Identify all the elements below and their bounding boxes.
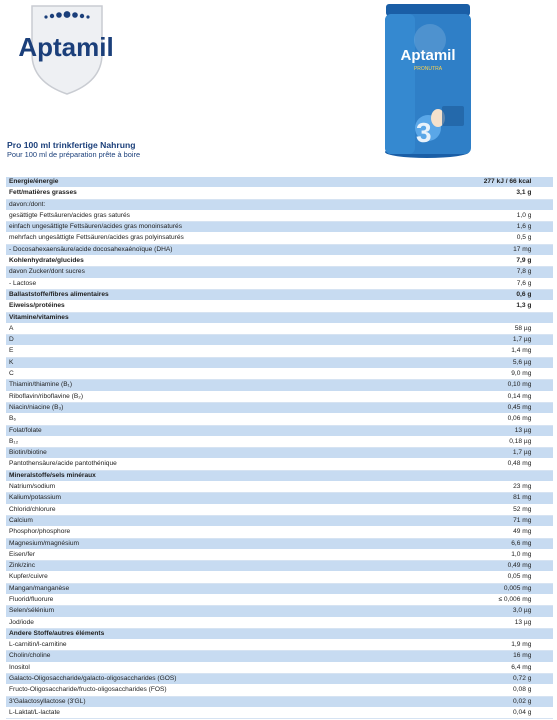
table-row	[6, 346, 553, 357]
table-row	[6, 470, 553, 481]
package-brand: Aptamil	[400, 47, 456, 64]
table-row	[6, 527, 553, 538]
row-spacer	[534, 448, 553, 459]
table-row	[6, 312, 553, 323]
table-row	[6, 561, 553, 572]
row-spacer	[534, 391, 553, 402]
nutrient-value: 0,6 g	[460, 289, 534, 300]
row-spacer	[534, 301, 553, 312]
nutrient-value: 3,1 g	[460, 188, 534, 199]
row-spacer	[534, 504, 553, 515]
nutrient-value: 49 mg	[460, 527, 534, 538]
nutrient-value: 81 mg	[460, 493, 534, 504]
nutrient-value: ≤ 0,006 mg	[460, 594, 534, 605]
nutrient-label: Calcium	[6, 515, 460, 526]
table-row	[6, 549, 553, 560]
nutrient-value	[460, 199, 534, 210]
nutrient-value: 13 µg	[460, 617, 534, 628]
nutrient-value	[460, 470, 534, 481]
nutrient-label: Riboflavin/riboflavine (B₂)	[6, 391, 460, 402]
row-spacer	[534, 549, 553, 560]
nutrient-value: 7,6 g	[460, 278, 534, 289]
row-spacer	[534, 696, 553, 707]
row-spacer	[534, 222, 553, 233]
nutrient-value: 16 mg	[460, 651, 534, 662]
nutrient-value: 277 kJ / 66 kcal	[460, 177, 534, 188]
package-subbrand: PRONUTRA	[413, 66, 443, 72]
table-row	[6, 572, 553, 583]
nutrient-label: Fructo-Oligosaccharide/fructo-oligosaccharides (FOS)	[6, 685, 460, 696]
row-spacer	[534, 640, 553, 651]
row-spacer	[534, 572, 553, 583]
nutrient-label: D	[6, 335, 460, 346]
nutrient-label: Zink/zinc	[6, 561, 460, 572]
row-spacer	[534, 289, 553, 300]
nutrient-label: Mineralstoffe/sels minéraux	[6, 470, 460, 481]
row-spacer	[534, 210, 553, 221]
nutrient-label: Mangan/manganèse	[6, 583, 460, 594]
nutrient-value: 0,06 mg	[460, 414, 534, 425]
nutrient-label: Fett/matières grasses	[6, 188, 460, 199]
nutrient-value: 9,0 mg	[460, 369, 534, 380]
nutrient-label: B₆	[6, 414, 460, 425]
nutrient-value: 0,08 g	[460, 685, 534, 696]
table-row	[6, 289, 553, 300]
row-spacer	[534, 369, 553, 380]
nutrient-label: davon Zucker/dont sucres	[6, 267, 460, 278]
nutrient-value	[460, 628, 534, 639]
row-spacer	[534, 177, 553, 188]
nutrient-value: 0,72 g	[460, 674, 534, 685]
nutrient-value: 6,4 mg	[460, 662, 534, 673]
heading-title: Pro 100 ml trinkfertige Nahrung	[7, 140, 136, 150]
nutrient-value: 1,7 µg	[460, 335, 534, 346]
nutrient-label: A	[6, 323, 460, 334]
table-row	[6, 380, 553, 391]
row-spacer	[534, 493, 553, 504]
table-row	[6, 256, 553, 267]
nutrient-label: Selen/sélénium	[6, 606, 460, 617]
table-row	[6, 594, 553, 605]
nutrient-value: 0,48 mg	[460, 459, 534, 470]
table-row	[6, 459, 553, 470]
row-spacer	[534, 199, 553, 210]
table-row	[6, 493, 553, 504]
nutrient-label: L-carnitin/l-carnitine	[6, 640, 460, 651]
table-row	[6, 391, 553, 402]
nutrient-label: Cholin/choline	[6, 651, 460, 662]
row-spacer	[534, 335, 553, 346]
table-row	[6, 674, 553, 685]
nutrient-value: 0,49 mg	[460, 561, 534, 572]
table-row	[6, 482, 553, 493]
table-row	[6, 448, 553, 459]
nutrient-label: Eiweiss/protéines	[6, 301, 460, 312]
row-spacer	[534, 278, 553, 289]
row-spacer	[534, 617, 553, 628]
row-spacer	[534, 459, 553, 470]
nutrient-label: - Lactose	[6, 278, 460, 289]
nutrient-label: Inositol	[6, 662, 460, 673]
nutrient-label: L-Laktat/L-lactate	[6, 707, 460, 718]
nutrient-label: E	[6, 346, 460, 357]
nutrient-value: 1,4 mg	[460, 346, 534, 357]
table-row	[6, 222, 553, 233]
nutrient-value	[460, 312, 534, 323]
nutrient-value: 0,04 g	[460, 707, 534, 718]
table-row	[6, 628, 553, 639]
nutrient-value: 71 mg	[460, 515, 534, 526]
row-spacer	[534, 515, 553, 526]
row-spacer	[534, 425, 553, 436]
nutrient-value: 0,45 mg	[460, 402, 534, 413]
nutrient-label: Energie/énergie	[6, 177, 460, 188]
nutrient-label: Fluorid/fluorure	[6, 594, 460, 605]
nutrient-value: 7,9 g	[460, 256, 534, 267]
nutrient-label: Vitamine/vitamines	[6, 312, 460, 323]
table-row	[6, 267, 553, 278]
table-row	[6, 301, 553, 312]
nutrient-label: Phosphor/phosphore	[6, 527, 460, 538]
row-spacer	[534, 244, 553, 255]
row-spacer	[534, 323, 553, 334]
table-row	[6, 278, 553, 289]
nutrient-value: 1,3 g	[460, 301, 534, 312]
nutrient-label: Natrium/sodium	[6, 482, 460, 493]
nutrient-label: Kohlenhydrate/glucides	[6, 256, 460, 267]
table-row	[6, 323, 553, 334]
table-row	[6, 662, 553, 673]
nutrient-value: 23 mg	[460, 482, 534, 493]
table-row	[6, 233, 553, 244]
row-spacer	[534, 357, 553, 368]
table-row	[6, 369, 553, 380]
row-spacer	[534, 233, 553, 244]
nutrient-label: C	[6, 369, 460, 380]
table-row	[6, 538, 553, 549]
nutrient-value: 0,18 µg	[460, 436, 534, 447]
nutrient-value: 3,0 µg	[460, 606, 534, 617]
row-spacer	[534, 674, 553, 685]
table-row	[6, 583, 553, 594]
nutrient-value: 0,05 mg	[460, 572, 534, 583]
table-row	[6, 210, 553, 221]
logo-wordmark: Aptamil	[18, 32, 114, 62]
table-row	[6, 177, 553, 188]
table-row	[6, 640, 553, 651]
table-row	[6, 425, 553, 436]
row-spacer	[534, 402, 553, 413]
table-row	[6, 199, 553, 210]
row-spacer	[534, 527, 553, 538]
package-number: 3	[416, 117, 432, 148]
nutrient-label: einfach ungesättigte Fettsäuren/acides gras monoinsaturés	[6, 222, 460, 233]
nutrition-table	[6, 177, 553, 719]
nutrient-value: 17 mg	[460, 244, 534, 255]
row-spacer	[534, 436, 553, 447]
row-spacer	[534, 685, 553, 696]
nutrient-label: mehrfach ungesättigte Fettsäuren/acides gras polyinsaturés	[6, 233, 460, 244]
nutrient-value: 1,7 µg	[460, 448, 534, 459]
nutrient-label: Folat/folate	[6, 425, 460, 436]
nutrient-label: Niacin/niacine (B₃)	[6, 402, 460, 413]
nutrient-label: gesättigte Fettsäuren/acides gras saturés	[6, 210, 460, 221]
nutrient-label: Chlorid/chlorure	[6, 504, 460, 515]
table-row	[6, 606, 553, 617]
row-spacer	[534, 538, 553, 549]
table-row	[6, 504, 553, 515]
nutrient-value: 13 µg	[460, 425, 534, 436]
row-spacer	[534, 561, 553, 572]
table-row	[6, 685, 553, 696]
nutrient-label: B₁₂	[6, 436, 460, 447]
product-package-image	[380, 0, 475, 160]
nutrient-value: 0,5 g	[460, 233, 534, 244]
heading-subtitle: Pour 100 ml de préparation prête à boire	[7, 150, 141, 159]
nutrient-value: 1,9 mg	[460, 640, 534, 651]
nutrient-value: 5,6 µg	[460, 357, 534, 368]
nutrient-label: Biotin/biotine	[6, 448, 460, 459]
table-row	[6, 696, 553, 707]
row-spacer	[534, 380, 553, 391]
nutrient-label: Kupfer/cuivre	[6, 572, 460, 583]
row-spacer	[534, 188, 553, 199]
row-spacer	[534, 256, 553, 267]
table-row	[6, 707, 553, 718]
nutrient-value: 7,8 g	[460, 267, 534, 278]
table-row	[6, 357, 553, 368]
nutrient-value: 1,0 mg	[460, 549, 534, 560]
table-row	[6, 188, 553, 199]
table-row	[6, 617, 553, 628]
row-spacer	[534, 583, 553, 594]
nutrient-label: - Docosahexaensäure/acide docosahexaénoïque (DHA)	[6, 244, 460, 255]
row-spacer	[534, 414, 553, 425]
nutrition-heading	[7, 140, 140, 159]
nutrient-label: 3'Galactosyllactose (3'GL)	[6, 696, 460, 707]
nutrient-value: 0,02 g	[460, 696, 534, 707]
row-spacer	[534, 594, 553, 605]
table-row	[6, 651, 553, 662]
nutrient-value: 0,14 mg	[460, 391, 534, 402]
nutrient-value: 6,6 mg	[460, 538, 534, 549]
row-spacer	[534, 662, 553, 673]
nutrient-label: K	[6, 357, 460, 368]
nutrient-label: Ballaststoffe/fibres alimentaires	[6, 289, 460, 300]
nutrient-label: Jod/iode	[6, 617, 460, 628]
aptamil-logo	[2, 2, 130, 96]
row-spacer	[534, 651, 553, 662]
nutrient-value: 58 µg	[460, 323, 534, 334]
row-spacer	[534, 482, 553, 493]
nutrient-label: Galacto-Oligosaccharide/galacto-oligosaccharides (GOS)	[6, 674, 460, 685]
table-row	[6, 414, 553, 425]
nutrient-label: Kalium/potassium	[6, 493, 460, 504]
row-spacer	[534, 267, 553, 278]
nutrient-label: davon:/dont:	[6, 199, 460, 210]
table-row	[6, 436, 553, 447]
row-spacer	[534, 628, 553, 639]
nutrient-label: Eisen/fer	[6, 549, 460, 560]
table-row	[6, 244, 553, 255]
nutrient-label: Pantothensäure/acide pantothénique	[6, 459, 460, 470]
nutrient-value: 0,10 mg	[460, 380, 534, 391]
table-row	[6, 335, 553, 346]
nutrient-label: Andere Stoffe/autres éléments	[6, 628, 460, 639]
row-spacer	[534, 346, 553, 357]
table-row	[6, 515, 553, 526]
nutrient-value: 1,0 g	[460, 210, 534, 221]
row-spacer	[534, 707, 553, 718]
row-spacer	[534, 470, 553, 481]
nutrient-value: 52 mg	[460, 504, 534, 515]
row-spacer	[534, 606, 553, 617]
table-row	[6, 402, 553, 413]
nutrient-value: 0,005 mg	[460, 583, 534, 594]
nutrient-label: Magnesium/magnésium	[6, 538, 460, 549]
nutrient-value: 1,6 g	[460, 222, 534, 233]
nutrient-label: Thiamin/thiamine (B₁)	[6, 380, 460, 391]
row-spacer	[534, 312, 553, 323]
